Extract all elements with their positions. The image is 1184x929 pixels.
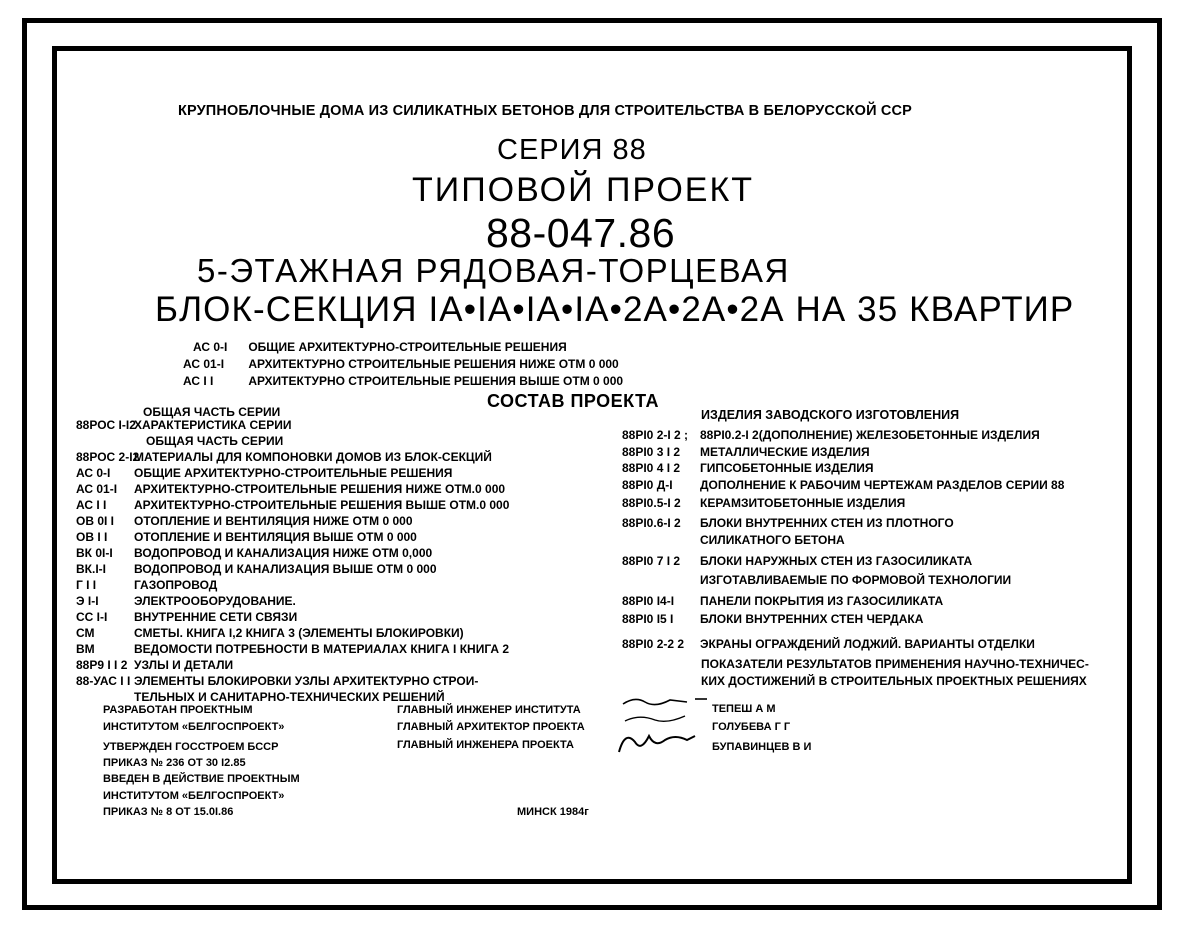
doc-code: ВМ bbox=[76, 642, 95, 656]
signatures-graphic bbox=[615, 690, 710, 770]
developed-line-1: РАЗРАБОТАН ПРОЕКТНЫМ bbox=[103, 704, 253, 716]
doc-code: Э I-I bbox=[76, 594, 99, 608]
doc-text: ВЕДОМОСТИ ПОТРЕБНОСТИ В МАТЕРИАЛАХ КНИГА I КНИГА 2 bbox=[134, 642, 510, 656]
right-doc-row bbox=[622, 496, 905, 510]
doc-text: ДОПОЛНЕНИЕ К РАБОЧИМ ЧЕРТЕЖАМ РАЗДЕЛОВ СЕРИИ 88 bbox=[700, 478, 1065, 492]
left-doc-row bbox=[76, 642, 509, 656]
title-line-1: 5-ЭТАЖНАЯ РЯДОВАЯ-ТОРЦЕВАЯ bbox=[197, 252, 790, 289]
doc-code: 88РI0 7 I 2 bbox=[622, 554, 681, 568]
doc-text: БЛОКИ ВНУТРЕННИХ СТЕН ИЗ ПЛОТНОГО bbox=[700, 516, 954, 530]
doc-code: СС I-I bbox=[76, 610, 108, 624]
left-doc-row bbox=[76, 594, 296, 608]
doc-text: ОБЩИЕ АРХИТЕКТУРНО-СТРОИТЕЛЬНЫЕ РЕШЕНИЯ bbox=[248, 340, 567, 354]
doc-text: ГИПСОБЕТОННЫЕ ИЗДЕЛИЯ bbox=[700, 461, 874, 475]
project-label: ТИПОВОЙ ПРОЕКТ bbox=[412, 171, 755, 209]
doc-text: МАТЕРИАЛЫ ДЛЯ КОМПОНОВКИ ДОМОВ ИЗ БЛОК-СЕКЦИЙ bbox=[134, 450, 492, 464]
doc-code: АС I I bbox=[183, 374, 214, 388]
doc-code: АС 01-I bbox=[76, 482, 118, 496]
general-part-heading: ОБЩАЯ ЧАСТЬ СЕРИИ bbox=[143, 405, 281, 419]
doc-text: ГАЗОПРОВОД bbox=[134, 578, 218, 592]
role-chief-architect: ГЛАВНЫЙ АРХИТЕКТОР ПРОЕКТА bbox=[397, 721, 585, 733]
doc-text: ВОДОПРОВОД И КАНАЛИЗАЦИЯ НИЖЕ ОТМ 0,000 bbox=[134, 546, 433, 560]
signature-3 bbox=[619, 736, 695, 752]
series-title: СЕРИЯ 88 bbox=[497, 134, 647, 166]
right-doc-row bbox=[622, 461, 874, 475]
doc-text: ОТОПЛЕНИЕ И ВЕНТИЛЯЦИЯ НИЖЕ ОТМ 0 000 bbox=[134, 514, 413, 528]
doc-code: 88РI0 Д-I bbox=[622, 478, 673, 492]
left-doc-row bbox=[76, 578, 217, 592]
doc-text: СМЕТЫ. КНИГА I,2 КНИГА 3 (ЭЛЕМЕНТЫ БЛОКИРОВКИ) bbox=[134, 626, 464, 640]
name-3: БУПАВИНЦЕВ В И bbox=[712, 741, 812, 753]
doc-code: ОВ 0I I bbox=[76, 514, 115, 528]
doc-text: БЛОКИ НАРУЖНЫХ СТЕН ИЗ ГАЗОСИЛИКАТА bbox=[700, 554, 973, 568]
doc-code: 88РI0 2-2 2 bbox=[622, 637, 685, 651]
doc-code: ВК 0I-I bbox=[76, 546, 113, 560]
doc-text: ХАРАКТЕРИСТИКА СЕРИИ bbox=[134, 418, 292, 432]
right-doc-row bbox=[622, 637, 1035, 651]
left-doc-row bbox=[76, 418, 291, 432]
doc-code: 88Р9 I I 2 bbox=[76, 658, 128, 672]
right-doc-row bbox=[622, 612, 923, 626]
doc-text: ОБЩАЯ ЧАСТЬ СЕРИИ bbox=[146, 434, 284, 448]
left-doc-row bbox=[76, 530, 417, 544]
doc-code: 88РОС 2-I2 bbox=[76, 450, 140, 464]
enacted-line-3: ПРИКАЗ № 8 ОТ 15.0I.86 bbox=[103, 806, 234, 818]
doc-text: БЛОКИ ВНУТРЕННИХ СТЕН ЧЕРДАКА bbox=[700, 612, 924, 626]
doc-code: АС 0-I bbox=[76, 466, 111, 480]
name-2: ГОЛУБЕВА Г Г bbox=[712, 721, 791, 733]
doc-text: ЭКРАНЫ ОГРАЖДЕНИЙ ЛОДЖИЙ. ВАРИАНТЫ ОТДЕЛКИ bbox=[700, 637, 1035, 651]
title-line-2: БЛОК-СЕКЦИЯ IА•IА•IА•IА•2А•2А•2А НА 35 КВАРТИР bbox=[155, 290, 1075, 329]
right-doc-row bbox=[622, 428, 1040, 442]
doc-text: ПАНЕЛИ ПОКРЫТИЯ ИЗ ГАЗОСИЛИКАТА bbox=[700, 594, 944, 608]
right-doc-row bbox=[622, 573, 1011, 587]
doc-code: 88РI0 2-I 2 ; bbox=[622, 428, 689, 442]
right-doc-row bbox=[622, 516, 954, 530]
left-doc-row bbox=[76, 626, 464, 640]
right-doc-row bbox=[622, 445, 870, 459]
doc-code: АС 0-I bbox=[193, 340, 228, 354]
right-doc-row bbox=[622, 554, 972, 568]
doc-code: 88РI0 3 I 2 bbox=[622, 445, 681, 459]
signature-1 bbox=[623, 699, 687, 704]
developed-line-2: ИНСТИТУТОМ «БЕЛГОСПРОЕКТ» bbox=[103, 721, 285, 733]
doc-code: АС 01-I bbox=[183, 357, 225, 371]
enacted-line-2: ИНСТИТУТОМ «БЕЛГОСПРОЕКТ» bbox=[103, 790, 285, 802]
left-doc-row bbox=[76, 546, 432, 560]
right-doc-row bbox=[622, 533, 845, 547]
indicators-line-2: КИХ ДОСТИЖЕНИЙ В СТРОИТЕЛЬНЫХ ПРОЕКТНЫХ РЕШЕНИЯХ bbox=[701, 674, 1087, 688]
project-number: 88-047.86 bbox=[486, 210, 676, 256]
doc-text: АРХИТЕКТУРНО-СТРОИТЕЛЬНЫЕ РЕШЕНИЯ ВЫШЕ ОТМ.0 000 bbox=[134, 498, 510, 512]
role-chief-engineer: ГЛАВНЫЙ ИНЖЕНЕР ИНСТИТУТА bbox=[397, 704, 581, 716]
left-doc-row bbox=[76, 562, 437, 576]
doc-code: 88РI0 4 I 2 bbox=[622, 461, 681, 475]
left-doc-continuation: ТЕЛЬНЫХ И САНИТАРНО-ТЕХНИЧЕСКИХ РЕШЕНИЙ bbox=[134, 690, 445, 704]
doc-text: АРХИТЕКТУРНО СТРОИТЕЛЬНЫЕ РЕШЕНИЯ ВЫШЕ ОТМ 0 000 bbox=[248, 374, 624, 388]
indicators-line-1: ПОКАЗАТЕЛИ РЕЗУЛЬТАТОВ ПРИМЕНЕНИЯ НАУЧНО-ТЕХНИЧЕС- bbox=[701, 657, 1089, 671]
doc-text: МЕТАЛЛИЧЕСКИЕ ИЗДЕЛИЯ bbox=[700, 445, 870, 459]
doc-code: ОВ I I bbox=[76, 530, 108, 544]
city-year: МИНСК 1984г bbox=[517, 806, 589, 818]
left-doc-row bbox=[76, 610, 297, 624]
top-doc-row bbox=[193, 340, 567, 354]
doc-text: ИЗГОТАВЛИВАЕМЫЕ ПО ФОРМОВОЙ ТЕХНОЛОГИИ bbox=[700, 573, 1012, 587]
top-doc-row bbox=[183, 374, 623, 388]
left-doc-row bbox=[76, 514, 413, 528]
signature-2 bbox=[625, 716, 685, 721]
name-1: ТЕПЕШ А М bbox=[712, 703, 776, 715]
doc-code: АС I I bbox=[76, 498, 107, 512]
composition-title: СОСТАВ ПРОЕКТА bbox=[487, 391, 659, 411]
factory-products-heading: ИЗДЕЛИЯ ЗАВОДСКОГО ИЗГОТОВЛЕНИЯ bbox=[701, 408, 960, 422]
doc-text: УЗЛЫ И ДЕТАЛИ bbox=[134, 658, 234, 672]
doc-code: 88РI0 I5 I bbox=[622, 612, 674, 626]
doc-text: АРХИТЕКТУРНО-СТРОИТЕЛЬНЫЕ РЕШЕНИЯ НИЖЕ ОТМ.0 000 bbox=[134, 482, 506, 496]
approved-line-1: УТВЕРЖДЕН ГОССТРОЕМ БССР bbox=[103, 741, 279, 753]
left-doc-row bbox=[76, 466, 452, 480]
approved-line-2: ПРИКАЗ № 236 ОТ 30 I2.85 bbox=[103, 757, 246, 769]
doc-code: 88РI0 I4-I bbox=[622, 594, 675, 608]
doc-code: 88РI0.5-I 2 bbox=[622, 496, 681, 510]
doc-text: 88РI0.2-I 2(ДОПОЛНЕНИЕ) ЖЕЛЕЗОБЕТОННЫЕ ИЗДЕЛИЯ bbox=[700, 428, 1040, 442]
right-doc-row bbox=[622, 478, 1064, 492]
doc-code: 88РI0.6-I 2 bbox=[622, 516, 681, 530]
doc-text: ВОДОПРОВОД И КАНАЛИЗАЦИЯ ВЫШЕ ОТМ 0 000 bbox=[134, 562, 437, 576]
doc-code: Г I I bbox=[76, 578, 97, 592]
doc-text: ОТОПЛЕНИЕ И ВЕНТИЛЯЦИЯ ВЫШЕ ОТМ 0 000 bbox=[134, 530, 417, 544]
doc-text: ЭЛЕКТРООБОРУДОВАНИЕ. bbox=[134, 594, 296, 608]
left-doc-row bbox=[76, 434, 283, 448]
top-doc-row bbox=[183, 357, 619, 371]
doc-code: 88РОС I-I2 bbox=[76, 418, 136, 432]
doc-text: ВНУТРЕННИЕ СЕТИ СВЯЗИ bbox=[134, 610, 298, 624]
doc-text: КЕРАМЗИТОБЕТОННЫЕ ИЗДЕЛИЯ bbox=[700, 496, 906, 510]
doc-code: 88-УАС I I bbox=[76, 674, 131, 688]
doc-text: ОБЩИЕ АРХИТЕКТУРНО-СТРОИТЕЛЬНЫЕ РЕШЕНИЯ bbox=[134, 466, 453, 480]
left-doc-row bbox=[76, 498, 509, 512]
doc-text: ЭЛЕМЕНТЫ БЛОКИРОВКИ УЗЛЫ АРХИТЕКТУРНО СТРОИ- bbox=[134, 674, 479, 688]
doc-code: ВК.I-I bbox=[76, 562, 106, 576]
left-doc-row bbox=[76, 450, 492, 464]
doc-text: СИЛИКАТНОГО БЕТОНА bbox=[700, 533, 845, 547]
right-doc-row bbox=[622, 594, 943, 608]
left-doc-row bbox=[76, 482, 505, 496]
enacted-line-1: ВВЕДЕН В ДЕЙСТВИЕ ПРОЕКТНЫМ bbox=[103, 773, 300, 785]
doc-code: СМ bbox=[76, 626, 95, 640]
role-chief-project-engineer: ГЛАВНЫЙ ИНЖЕНЕРА ПРОЕКТА bbox=[397, 739, 574, 751]
left-doc-row bbox=[76, 658, 233, 672]
doc-text: АРХИТЕКТУРНО СТРОИТЕЛЬНЫЕ РЕШЕНИЯ НИЖЕ ОТМ 0 000 bbox=[248, 357, 619, 371]
left-doc-row bbox=[76, 674, 478, 688]
header-top-line: КРУПНОБЛОЧНЫЕ ДОМА ИЗ СИЛИКАТНЫХ БЕТОНОВ ДЛЯ СТРОИТЕЛЬСТВА В БЕЛОРУССКОЙ ССР bbox=[178, 103, 912, 119]
